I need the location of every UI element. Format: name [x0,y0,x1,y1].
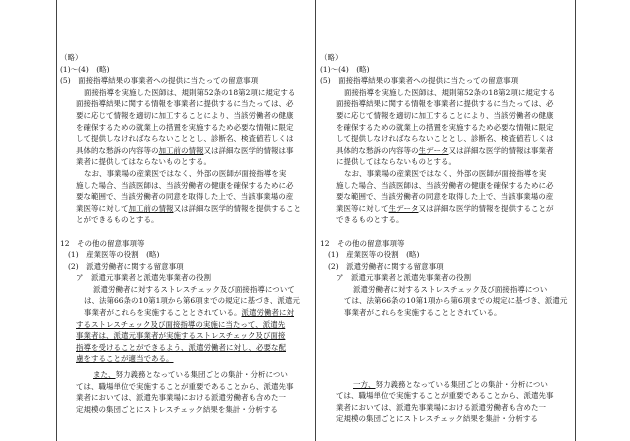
underlined-text: するストレスチェック及び面接指導の実施に当たって、派遣先 [76,319,286,329]
text-line: (1)～(4) (略) [320,64,370,74]
text-line: を確保するための就業上の措置を実施するため必要な情報に限定 [336,122,554,132]
left-line-c: とができるものとする。 [76,215,159,225]
underlined-line [60,319,310,331]
text-line: 事業者がこれらを実施することとされている。 [344,308,502,318]
text-line: 派遣労働者に対するストレスチェック及び面接指導につい [353,284,548,294]
text-line: 業者においては、派遣先事業場における派遣労働者も含めた一 [336,402,546,412]
text-line: （略） [320,53,343,62]
left-underline-line-4 [60,369,310,381]
text: 事業者がこれらを実施することとされている。 [84,308,242,318]
right-block-b [320,156,570,202]
left-block-a [60,52,310,145]
text-line: 業者においては、派遣先事業場における派遣労働者も含めた一 [76,393,286,403]
underlined-text: また、 [93,370,116,380]
left-underline-line-2 [60,203,310,215]
text-line: 施した場合、当該医師は、当該労働者の健康を確保するために必 [336,180,554,190]
underlined-line [60,353,310,365]
text-line: 面接指導結果に関する情報を事業者に提供するに当たっては、必 [76,99,294,109]
left-block-d [60,238,310,308]
left-column [60,52,310,415]
right-underline-line-4 [320,379,570,391]
text-line: (2) 派遣労働者に関する留意事項 [328,261,444,271]
text-line: 要な範囲で、当該労働者の同意を取得した上で、当該事業場の産 [76,192,294,202]
text-line: なお、事業場の産業医ではなく、外部の医師が面接指導を実 [84,168,287,178]
text-line: 12 その他の留意事項等 [320,238,405,248]
right-line-c: できるものとする。 [336,215,404,225]
right-block-a [320,52,570,145]
underlined-text: 指導を受けることができるよう、派遣労働者に対し、必要な配 [76,342,286,352]
text-line: ア 派遣元事業者と派遣先事業者の役割 [336,273,471,283]
text-line: ては、法第66条の10第1項から第6項までの規定に基づき、派遣元 [344,296,568,306]
text-line: 要な範囲で、当該労働者の同意を取得した上で、当該事業場の産 [336,192,554,202]
right-column [320,52,570,425]
text-line: (2) 派遣労働者に関する留意事項 [68,261,184,271]
text-line: は、法第66条の10第1項から第6項までの規定に基づき、派遣元 [84,296,300,306]
text-line: 定規模の集団ごとにストレスチェック結果を集計・分析する [76,404,278,414]
right-underline-line-1 [320,145,570,157]
underlined-text: 加工前の情報 [158,145,204,155]
text: 業医等に対して [76,203,129,213]
text: 又は詳細な医学的情報は事 [203,145,294,155]
left-underlined-block [60,319,310,365]
text: 具体的な愁訴の内容等の [76,145,159,155]
underlined-text: 生データ [388,203,419,213]
right-underline-line-2 [320,203,570,215]
text: 又は詳細な医学的情報を提供することが [418,203,554,213]
left-block-e [60,381,310,416]
column-divider [315,0,316,441]
text-line: 定規模の集団ごとにストレスチェック結果を集計・分析する [336,414,538,424]
text-line: 施した場合、当該医師は、当該労働者の健康を確保するために必 [76,180,294,190]
text: 努力義務となっている集団ごとの集計・分析につい [375,379,548,389]
text-line: 面接指導結果に関する情報を事業者に提供するに当たっては、必 [336,99,554,109]
underlined-text: 派遣労働者に対 [241,308,294,318]
text-line: 業者に提供してはならないものとする。 [76,157,211,167]
text-line: (1) 産業医等の役割 (略) [328,250,420,260]
text-line: 派遣労働者に対するストレスチェック及び面接指導について [93,284,295,294]
text-line: ア 派遣元事業者と派遣先事業者の役割 [76,273,211,283]
right-block-e [320,390,570,425]
underlined-text: 慮をすることが適当である。 [76,354,174,364]
text-line: (1) 産業医等の役割 (略) [68,250,160,260]
text-line: を確保するための就業上の措置を実施するため必要な情報に限定 [76,122,294,132]
text-line: に提供してはならないものとする。 [336,157,456,167]
underlined-text: 事業者は、派遣元事業者が実施するストレスチェック及び面接 [76,331,286,341]
text-line: (5) 面接指導結果の事業者への提供に当たっての留意事項 [60,76,259,86]
text-line: 要に応じて情報を適切に加工することにより、当該労働者の健康 [76,110,294,120]
underlined-text: 生データ [418,145,449,155]
text-line: 面接指導を実施した医師は、規則第52条の18第2項に規定する [344,87,556,97]
underlined-line [60,342,310,354]
left-underline-line-1 [60,145,310,157]
text-line: (5) 面接指導結果の事業者への提供に当たっての留意事項 [320,76,519,86]
left-block-b [60,156,310,202]
underlined-text: 加工前の情報 [128,203,174,213]
text: 努力義務となっている集団ごとの集計・分析につい [115,370,288,380]
text: 又は詳細な医学的情報を提供すること [173,203,301,213]
text: 業医等に対して [336,203,389,213]
text-line: 面接指導を実施した医師は、規則第52条の18第2項に規定する [84,87,296,97]
text-line: して提供しなければならないこととし、診断名、検査値若しくは [336,134,554,144]
right-block-d [320,238,570,319]
text-line: (1)～(4) (略) [60,64,110,74]
underlined-text: 一方、 [353,379,376,389]
text-line: なお、事業場の産業医ではなく、外部の医師が面接指導を実 [344,168,547,178]
text: 具体的な愁訴の内容等の [336,145,419,155]
text-line: 要に応じて情報を適切に加工することにより、当該労働者の健康 [336,110,554,120]
text-line: ては、職場単位で実施することが重要であることから、派遣先事 [336,391,554,401]
text-line: ては、職場単位で実施することが重要であることから、派遣先事 [76,381,294,391]
text-line: （略） [60,53,83,62]
left-underline-line-3 [60,307,310,319]
underlined-line [60,330,310,342]
text-line: して提供しなければならないこととし、診断名、検査値若しくは [76,134,294,144]
text: 又は詳細な医学的情報は事業者 [448,145,554,155]
text-line: 12 その他の留意事項等 [60,238,145,248]
